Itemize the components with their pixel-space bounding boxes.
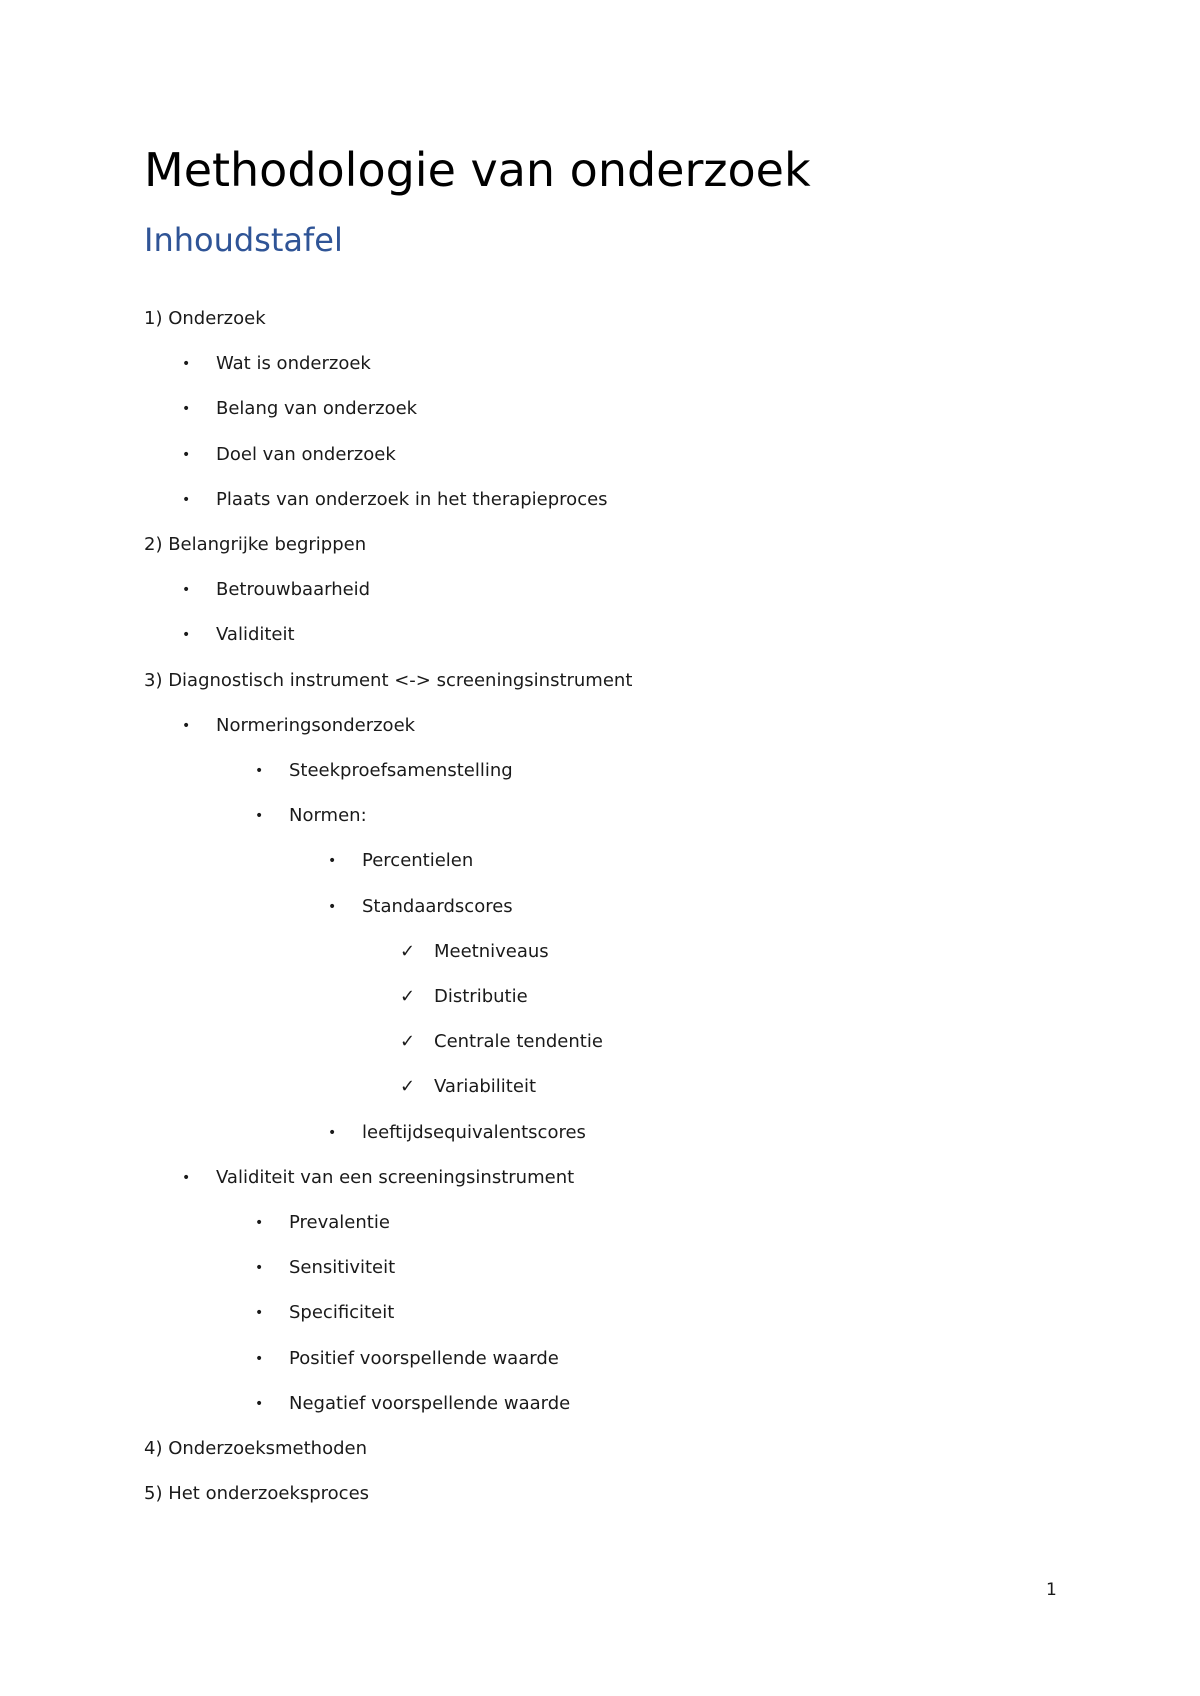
toc-item-label: Prevalentie bbox=[289, 1212, 390, 1233]
bullet-icon: • bbox=[182, 491, 191, 508]
bullet-icon: • bbox=[328, 1124, 337, 1141]
toc-item-label: Specificiteit bbox=[289, 1302, 395, 1324]
toc-section-label: 5) Het onderzoeksproces bbox=[144, 1483, 370, 1505]
checkmark-icon: ✓ bbox=[400, 940, 416, 962]
checkmark-icon: ✓ bbox=[400, 986, 416, 1007]
toc-item-label: Steekproefsamenstelling bbox=[289, 760, 513, 781]
bullet-icon: • bbox=[182, 717, 191, 734]
toc-section-label: 1) Onderzoek bbox=[144, 308, 266, 329]
toc-item-label: Betrouwbaarheid bbox=[216, 579, 371, 601]
toc-item-label: Positief voorspellende waarde bbox=[289, 1347, 559, 1369]
bullet-icon: • bbox=[255, 1305, 264, 1322]
bullet-icon: • bbox=[182, 627, 191, 644]
toc-item-label: Sensitiviteit bbox=[289, 1257, 396, 1279]
checkmark-icon: ✓ bbox=[400, 1076, 416, 1098]
toc-item-label: Percentielen bbox=[362, 850, 474, 872]
bullet-icon: • bbox=[182, 582, 191, 599]
toc-item-label: Validiteit van een screeningsinstrument bbox=[216, 1166, 575, 1188]
toc-section-label: 2) Belangrijke begrippen bbox=[144, 534, 367, 555]
toc-item-label: Plaats van onderzoek in het therapieproces bbox=[216, 488, 608, 510]
toc-item-label: Meetniveaus bbox=[434, 940, 549, 962]
bullet-icon: • bbox=[255, 808, 264, 825]
toc-item-label: Normeringsonderzoek bbox=[216, 714, 416, 736]
toc-section-label: 3) Diagnostisch instrument <-> screeningsinstrument bbox=[144, 669, 633, 691]
bullet-icon: • bbox=[182, 446, 191, 463]
bullet-icon: • bbox=[328, 853, 337, 870]
page-number: 1 bbox=[1046, 1580, 1057, 1600]
toc-item-label: Distributie bbox=[434, 986, 528, 1007]
toc-item-label: Normen: bbox=[289, 805, 367, 827]
bullet-icon: • bbox=[182, 401, 191, 418]
toc-item-label: leeftijdsequivalentscores bbox=[362, 1121, 586, 1143]
toc-item-label: Doel van onderzoek bbox=[216, 443, 396, 465]
toc-item-label: Variabiliteit bbox=[434, 1076, 536, 1098]
toc-item-label: Standaardscores bbox=[362, 895, 513, 917]
toc-item-label: Negatief voorspellende waarde bbox=[289, 1392, 571, 1414]
bullet-icon: • bbox=[255, 763, 264, 779]
toc-item-label: Wat is onderzoek bbox=[216, 353, 371, 375]
bullet-icon: • bbox=[182, 1169, 191, 1186]
toc-item-label: Centrale tendentie bbox=[434, 1031, 603, 1053]
toc-section-label: 4) Onderzoeksmethoden bbox=[144, 1438, 368, 1459]
bullet-icon: • bbox=[255, 1395, 264, 1412]
toc-item-label: Validiteit bbox=[216, 624, 295, 646]
bullet-icon: • bbox=[255, 1260, 264, 1277]
bullet-icon: • bbox=[255, 1350, 264, 1367]
bullet-icon: • bbox=[255, 1215, 264, 1231]
toc-item-label: Belang van onderzoek bbox=[216, 398, 418, 420]
document-title: Methodologie van onderzoek bbox=[144, 143, 811, 197]
bullet-icon: • bbox=[182, 356, 191, 373]
toc-heading: Inhoudstafel bbox=[144, 221, 343, 259]
checkmark-icon: ✓ bbox=[400, 1031, 416, 1053]
bullet-icon: • bbox=[328, 898, 337, 915]
